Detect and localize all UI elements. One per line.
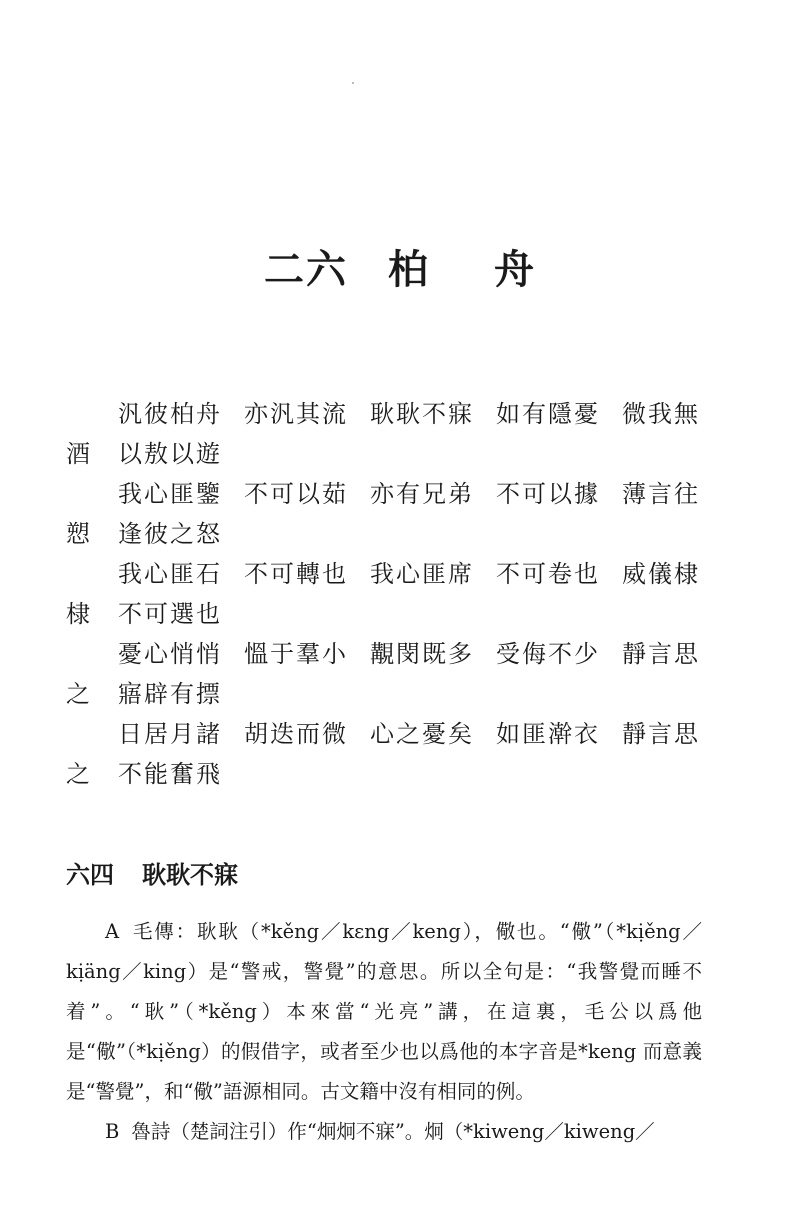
poem-phrase: 亦有兄弟 bbox=[370, 480, 474, 508]
poem-phrase: 不可轉也 bbox=[244, 560, 348, 588]
poem-line bbox=[66, 714, 706, 754]
note-text: 毛傳：耿耿（*kěng／kɛng／keng），儆也。“儆”（*kịěng／kịäng／king）是“警戒，警覺”的意思。所以全句是：“我警覺而睡不着”。“耿”（*kěng）本來當“光亮”講，在這裏，毛公以爲他是“儆”（*kịěng）的假借字，或者至少也以爲他的本字音是*keng 而意義是“警覺”，和“儆”語源相同。古文籍中沒有相同的例。 bbox=[66, 920, 702, 1103]
poem-phrase: 慍于羣小 bbox=[244, 640, 348, 668]
poem-phrase: 不可卷也 bbox=[496, 560, 600, 588]
poem-continuation-char: 棣 bbox=[66, 600, 92, 628]
poem-phrase: 亦汎其流 bbox=[244, 400, 348, 428]
poem-line bbox=[66, 434, 706, 474]
poem-phrase: 逢彼之怒 bbox=[118, 520, 222, 548]
page-speck bbox=[352, 82, 354, 84]
poem-phrase: 日居月諸 bbox=[118, 720, 222, 748]
poem-phrase: 威儀棣 bbox=[622, 560, 700, 588]
poem-phrase: 胡迭而微 bbox=[244, 720, 348, 748]
poem-line bbox=[66, 634, 706, 674]
note-paragraph bbox=[66, 1112, 702, 1152]
poem-phrase: 我心匪石 bbox=[118, 560, 222, 588]
poem-continuation-char: 之 bbox=[66, 760, 92, 788]
section-number: 六四 bbox=[66, 861, 114, 889]
poem-line bbox=[66, 474, 706, 514]
poem-line bbox=[66, 594, 706, 634]
poem-line bbox=[66, 554, 706, 594]
poem-continuation-char: 愬 bbox=[66, 520, 92, 548]
section-title: 耿耿不寐 bbox=[142, 861, 238, 889]
poem-phrase: 以敖以遊 bbox=[118, 440, 222, 468]
poem-phrase: 不可選也 bbox=[118, 600, 222, 628]
poem-phrase: 耿耿不寐 bbox=[370, 400, 474, 428]
poem-line bbox=[66, 754, 706, 794]
poem-phrase: 覯閔既多 bbox=[370, 640, 474, 668]
chapter-title bbox=[0, 238, 800, 295]
poem-line bbox=[66, 394, 706, 434]
chapter-title-char-1: 柏 bbox=[388, 247, 430, 293]
poem-phrase: 寤辟有摽 bbox=[118, 680, 222, 708]
poem-phrase: 汎彼柏舟 bbox=[118, 400, 222, 428]
poem-line bbox=[66, 514, 706, 554]
poem-text bbox=[66, 394, 706, 794]
poem-phrase: 薄言往 bbox=[622, 480, 700, 508]
poem-phrase: 心之憂矣 bbox=[370, 720, 474, 748]
poem-phrase: 靜言思 bbox=[622, 640, 700, 668]
poem-continuation-char: 之 bbox=[66, 680, 92, 708]
poem-phrase: 靜言思 bbox=[622, 720, 700, 748]
note-text: 魯詩（楚詞注引）作“炯炯不寐”。炯（*kiweng／kiweng／ bbox=[131, 1120, 655, 1143]
poem-phrase: 如匪澣衣 bbox=[496, 720, 600, 748]
chapter-title-char-2: 舟 bbox=[494, 247, 536, 293]
poem-phrase: 不可以據 bbox=[496, 480, 600, 508]
poem-phrase: 我心匪席 bbox=[370, 560, 474, 588]
poem-line bbox=[66, 674, 706, 714]
poem-phrase: 如有隱憂 bbox=[496, 400, 600, 428]
commentary bbox=[66, 912, 702, 1152]
poem-phrase: 我心匪鑒 bbox=[118, 480, 222, 508]
poem-continuation-char: 酒 bbox=[66, 440, 92, 468]
poem-phrase: 不能奮飛 bbox=[118, 760, 222, 788]
chapter-number: 二六 bbox=[264, 247, 348, 293]
poem-phrase: 受侮不少 bbox=[496, 640, 600, 668]
section-heading bbox=[66, 855, 238, 890]
note-paragraph bbox=[66, 912, 702, 1112]
poem-phrase: 微我無 bbox=[622, 400, 700, 428]
poem-phrase: 憂心悄悄 bbox=[118, 640, 222, 668]
note-label: A bbox=[105, 920, 120, 943]
note-label: B bbox=[105, 1120, 120, 1143]
poem-phrase: 不可以茹 bbox=[244, 480, 348, 508]
